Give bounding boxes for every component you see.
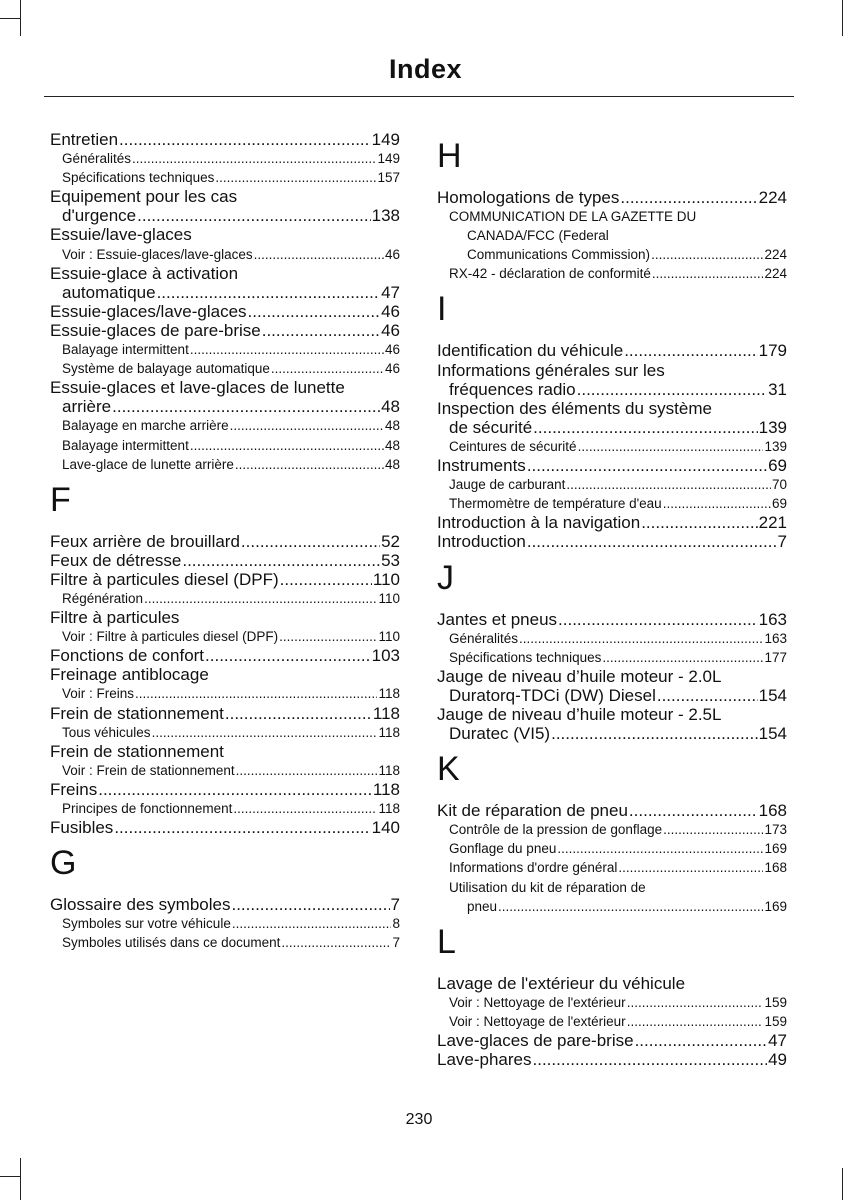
dot-leader (533, 1050, 768, 1069)
page-ref: 46 (384, 361, 400, 377)
entry-text: Freinage antiblocage (50, 665, 209, 685)
index-entry (437, 361, 787, 380)
dot-leader (602, 648, 763, 667)
page-ref: 154 (758, 724, 787, 744)
dot-leader (624, 341, 757, 360)
index-subentry (437, 475, 787, 494)
index-subentry (50, 340, 400, 359)
index-subentry (437, 878, 787, 897)
entry-text: arrière (62, 397, 112, 417)
dot-leader (533, 418, 757, 437)
entry-text: COMMUNICATION DE LA GAZETTE DU (449, 209, 697, 225)
crop-mark-top-left-horizontal (0, 18, 20, 19)
entry-text: Spécifications techniques (62, 170, 215, 186)
page-ref: 138 (371, 206, 400, 226)
page-ref: 168 (764, 860, 787, 876)
page-ref: 48 (384, 437, 400, 453)
index-entry (50, 378, 400, 397)
dot-leader (241, 532, 380, 551)
index-entry (50, 187, 400, 206)
entry-text: Régénération (62, 590, 144, 606)
index-subentry (50, 589, 400, 608)
page-ref: 179 (758, 341, 787, 361)
entry-text: CANADA/FCC (Federal (467, 228, 609, 244)
entry-text: Balayage intermittent (62, 342, 189, 358)
index-subentry (50, 245, 400, 264)
dot-leader (235, 455, 384, 474)
entry-text: Fonctions de confort (50, 646, 205, 666)
entry-text: Identification du véhicule (437, 341, 624, 361)
entry-text: Spécifications techniques (449, 649, 602, 665)
dot-leader (577, 380, 767, 399)
index-entry (437, 705, 787, 724)
section-letter: F (50, 480, 71, 519)
page-ref: 224 (758, 188, 787, 207)
dot-leader (566, 475, 771, 494)
section-letter: G (50, 844, 77, 883)
index-subentry (437, 1012, 787, 1031)
index-entry (437, 380, 787, 399)
index-column-left (50, 130, 400, 952)
entry-text: Lavage de l'extérieur du véhicule (437, 973, 686, 993)
entry-text: Balayage intermittent (62, 437, 189, 453)
section-letter: K (437, 750, 460, 789)
index-subentry (50, 359, 400, 378)
entry-text: Essuie-glaces et lave-glaces de lunette (50, 378, 345, 398)
dot-leader (248, 302, 381, 321)
entry-text: Introduction à la navigation (437, 513, 641, 533)
index-entry (437, 974, 787, 993)
index-subentry (50, 761, 400, 780)
page-ref: 163 (764, 630, 787, 646)
dot-leader (519, 629, 763, 648)
page-ref: 139 (758, 417, 787, 437)
dot-leader (137, 206, 370, 225)
page-ref: 49 (768, 1050, 787, 1070)
crop-mark-top-left-vertical (20, 0, 21, 36)
index-subentry (437, 245, 787, 264)
entry-text: Jantes et pneus (437, 609, 558, 629)
index-entry (437, 532, 787, 551)
index-entry (50, 225, 400, 244)
page-ref: 103 (371, 646, 400, 666)
entry-text: Freins (50, 779, 98, 799)
dot-leader (527, 456, 767, 475)
entry-text: Frein de stationnement (50, 741, 224, 761)
entry-text: fréquences radio (449, 379, 576, 399)
dot-leader (629, 801, 758, 820)
page-ref: 140 (371, 818, 400, 838)
index-entry (50, 397, 400, 416)
page-ref: 7 (392, 935, 400, 951)
entry-text: Informations d'ordre général (449, 860, 618, 876)
index-column-right (437, 130, 787, 1069)
page-ref: 47 (768, 1031, 787, 1050)
entry-text: Ceintures de sécurité (449, 438, 577, 454)
index-entry (437, 188, 787, 207)
index-subentry (437, 993, 787, 1012)
dot-leader (225, 704, 372, 723)
entry-text: Feux de détresse (50, 550, 182, 570)
page-ref: 163 (758, 609, 787, 629)
page-ref: 177 (764, 649, 787, 665)
page-ref: 118 (378, 801, 400, 816)
entry-text: Essuie/lave-glaces (50, 225, 192, 245)
page-ref: 48 (384, 418, 400, 434)
entry-text: Introduction (437, 532, 526, 552)
dot-leader (620, 188, 757, 207)
index-subentry (437, 629, 787, 648)
dot-leader (578, 437, 764, 456)
page-ref: 110 (378, 629, 400, 645)
entry-text: Filtre à particules diesel (DPF) (50, 569, 279, 589)
page-ref: 8 (392, 916, 400, 932)
dot-leader (182, 551, 380, 570)
index-entry (437, 801, 787, 820)
entry-text: Contrôle de la pression de gonflage (449, 822, 663, 838)
entry-text: Lave-glace de lunette arrière (62, 456, 234, 472)
dot-leader (280, 570, 372, 589)
index-entry (437, 667, 787, 686)
dot-leader (652, 264, 764, 283)
dot-leader (114, 818, 370, 837)
entry-text: Duratorq-TDCi (DW) Diesel (449, 685, 656, 705)
page-ref: 149 (377, 151, 400, 167)
entry-text: Feux arrière de brouillard (50, 531, 240, 551)
dot-leader (157, 283, 381, 302)
dot-leader (663, 494, 771, 513)
page-ref: 157 (377, 170, 400, 186)
page-ref: 46 (381, 301, 400, 321)
page-ref: 169 (764, 841, 787, 857)
page-ref: 118 (378, 762, 400, 778)
entry-text: Essuie-glace à activation (50, 263, 239, 283)
index-entry (50, 704, 400, 723)
page-ref: 69 (768, 456, 787, 476)
dot-leader (271, 359, 384, 378)
index-entry (50, 130, 400, 149)
dot-leader (233, 799, 377, 818)
page-ref: 221 (758, 513, 787, 533)
index-entry (437, 724, 787, 743)
page-ref: 149 (371, 130, 400, 149)
index-entry (50, 283, 400, 302)
index-entry (50, 570, 400, 589)
dot-leader (627, 1012, 764, 1031)
page-ref: 224 (764, 266, 787, 282)
page-ref: 110 (378, 590, 400, 606)
index-entry (50, 302, 400, 321)
dot-leader (262, 321, 380, 340)
index-subentry (50, 684, 400, 703)
dot-leader (557, 839, 763, 858)
entry-text: Tous véhicules (62, 724, 151, 740)
page-ref: 46 (381, 320, 400, 340)
index-entry (50, 646, 400, 665)
dot-leader (641, 513, 757, 532)
entry-text: Essuie-glaces de pare-brise (50, 320, 261, 340)
page-ref: 53 (381, 550, 400, 570)
index-subentry (50, 933, 400, 952)
entry-text: Homologations de types (437, 188, 620, 207)
page-ref: 159 (764, 994, 787, 1010)
crop-mark-bottom-left-vertical (20, 1158, 21, 1200)
entry-text: Généralités (449, 630, 519, 646)
index-subentry (50, 168, 400, 187)
entry-text: Voir : Nettoyage de l'extérieur (449, 1013, 626, 1029)
dot-leader (215, 168, 376, 187)
title-rule (44, 96, 794, 97)
index-entry (50, 780, 400, 799)
index-subentry (50, 627, 400, 646)
page-ref: 48 (381, 397, 400, 417)
index-subentry (50, 723, 400, 742)
entry-text: Inspection des éléments du système (437, 398, 712, 418)
index-entry (50, 532, 400, 551)
page-ref: 47 (381, 282, 400, 302)
entry-text: Voir : Freins (62, 686, 135, 702)
entry-text: Voir : Filtre à particules diesel (DPF) (62, 629, 279, 645)
page-ref: 7 (777, 532, 787, 552)
index-entry (437, 1031, 787, 1050)
page-ref: 159 (764, 1013, 787, 1029)
index-subentry (437, 648, 787, 667)
entry-text: Principes de fonctionnement (62, 801, 233, 816)
page-ref: 46 (384, 342, 400, 358)
dot-leader (112, 397, 380, 416)
index-subentry (50, 914, 400, 933)
index-subentry (437, 839, 787, 858)
section-letter: H (437, 137, 462, 175)
entry-text: Kit de réparation de pneu (437, 801, 628, 821)
dot-leader (551, 724, 758, 743)
dot-leader (618, 858, 763, 877)
section-letter: J (437, 558, 454, 597)
entry-text: Généralités (62, 151, 132, 167)
entry-text: Jauge de niveau d’huile moteur - 2.5L (437, 704, 722, 724)
page-ref: 31 (768, 379, 787, 399)
page-number: 230 (405, 1111, 433, 1128)
entry-text: Entretien (50, 130, 119, 149)
index-subentry (50, 149, 400, 168)
dot-leader (651, 245, 763, 264)
entry-text: Système de balayage automatique (62, 361, 270, 377)
section-letter: I (437, 290, 447, 329)
index-entry (50, 321, 400, 340)
entry-text: de sécurité (449, 417, 533, 437)
dot-leader (254, 245, 384, 264)
index-entry (50, 818, 400, 837)
dot-leader (205, 646, 371, 665)
entry-text: Voir : Essuie-glaces/lave-glaces (62, 246, 253, 262)
entry-text: Informations générales sur les (437, 360, 665, 380)
entry-text: Jauge de niveau d’huile moteur - 2.0L (437, 666, 722, 686)
dot-leader (627, 993, 764, 1012)
dot-leader (231, 895, 389, 914)
dot-leader (144, 589, 377, 608)
entry-text: RX-42 - déclaration de conformité (449, 266, 651, 282)
page-ref: 169 (764, 898, 787, 914)
entry-text: d'urgence (62, 206, 137, 226)
entry-text: Equipement pour les cas (50, 187, 238, 207)
dot-leader (190, 340, 384, 359)
page-ref: 168 (758, 801, 787, 821)
dot-leader (657, 686, 758, 705)
dot-leader (635, 1031, 768, 1050)
entry-text: Instruments (437, 456, 526, 476)
entry-text: Lave-phares (437, 1050, 532, 1070)
index-subentry (437, 897, 787, 916)
section-letter: L (437, 922, 456, 961)
dot-leader (527, 532, 777, 551)
page-ref: 46 (384, 246, 400, 262)
page-ref: 110 (372, 569, 400, 589)
dot-leader (98, 780, 372, 799)
index-entry (50, 742, 400, 761)
page-ref: 7 (390, 895, 400, 915)
entry-text: Lave-glaces de pare-brise (437, 1031, 634, 1050)
page-ref: 139 (764, 438, 787, 454)
entry-text: Jauge de carburant (449, 477, 566, 493)
entry-text: Balayage en marche arrière (62, 418, 229, 434)
dot-leader (152, 723, 378, 742)
index-entry (50, 665, 400, 684)
dot-leader (190, 436, 384, 455)
index-entry (50, 264, 400, 283)
index-entry (437, 456, 787, 475)
index-subentry (437, 858, 787, 877)
dot-leader (663, 820, 763, 839)
index-entry (437, 418, 787, 437)
index-subentry (50, 799, 400, 818)
crop-mark-top-right-vertical (842, 0, 843, 36)
entry-text: Fusibles (50, 818, 114, 838)
page-ref: 70 (771, 477, 787, 493)
entry-text: Symboles utilisés dans ce document (62, 935, 281, 951)
page-ref: 118 (378, 686, 400, 702)
index-subentry (437, 207, 787, 226)
index-entry (50, 206, 400, 225)
page-ref: 48 (384, 456, 400, 472)
index-entry (437, 399, 787, 418)
dot-leader (135, 684, 377, 703)
page-ref: 118 (378, 724, 400, 740)
index-entry (50, 608, 400, 627)
index-entry (437, 686, 787, 705)
index-entry (437, 1050, 787, 1069)
page-ref: 154 (758, 685, 787, 705)
crop-mark-bottom-right-vertical (842, 1168, 843, 1200)
entry-text: Communications Commission) (467, 247, 651, 263)
index-subentry (437, 494, 787, 513)
index-subentry (437, 820, 787, 839)
page-ref: 69 (771, 496, 787, 512)
index-subentry (437, 264, 787, 283)
page-ref: 52 (381, 531, 400, 551)
dot-leader (236, 761, 378, 780)
index-subentry (437, 437, 787, 456)
entry-text: Symboles sur votre véhicule (62, 916, 231, 932)
entry-text: Filtre à particules (50, 608, 180, 628)
dot-leader (281, 933, 391, 952)
entry-text: Voir : Frein de stationnement (62, 762, 235, 778)
page-ref: 224 (764, 247, 787, 263)
index-subentry (437, 226, 787, 245)
dot-leader (498, 897, 763, 916)
index-entry (50, 895, 400, 914)
dot-leader (279, 627, 377, 646)
index-subentry (50, 416, 400, 435)
dot-leader (230, 416, 384, 435)
entry-text: Essuie-glaces/lave-glaces (50, 301, 247, 321)
index-entry (437, 513, 787, 532)
entry-text: pneu (467, 898, 498, 914)
entry-text: Frein de stationnement (50, 703, 224, 723)
page-title: Index (388, 54, 462, 84)
index-entry (437, 610, 787, 629)
entry-text: Utilisation du kit de réparation de (449, 879, 646, 895)
entry-text: Gonflage du pneu (449, 841, 557, 857)
crop-mark-bottom-left-horizontal (0, 1176, 20, 1177)
entry-text: Duratec (VI5) (449, 724, 551, 744)
page-ref: 118 (372, 703, 400, 723)
dot-leader (132, 149, 376, 168)
entry-text: Voir : Nettoyage de l'extérieur (449, 994, 626, 1010)
entry-text: Thermomètre de température d'eau (449, 496, 662, 512)
dot-leader (232, 914, 392, 933)
dot-leader (558, 610, 758, 629)
index-entry (50, 551, 400, 570)
page-ref: 173 (764, 822, 787, 838)
index-subentry (50, 436, 400, 455)
dot-leader (119, 130, 371, 149)
entry-text: automatique (62, 282, 156, 302)
index-subentry (50, 455, 400, 474)
page-ref: 118 (372, 779, 400, 799)
index-entry (437, 341, 787, 360)
entry-text: Glossaire des symboles (50, 895, 231, 915)
